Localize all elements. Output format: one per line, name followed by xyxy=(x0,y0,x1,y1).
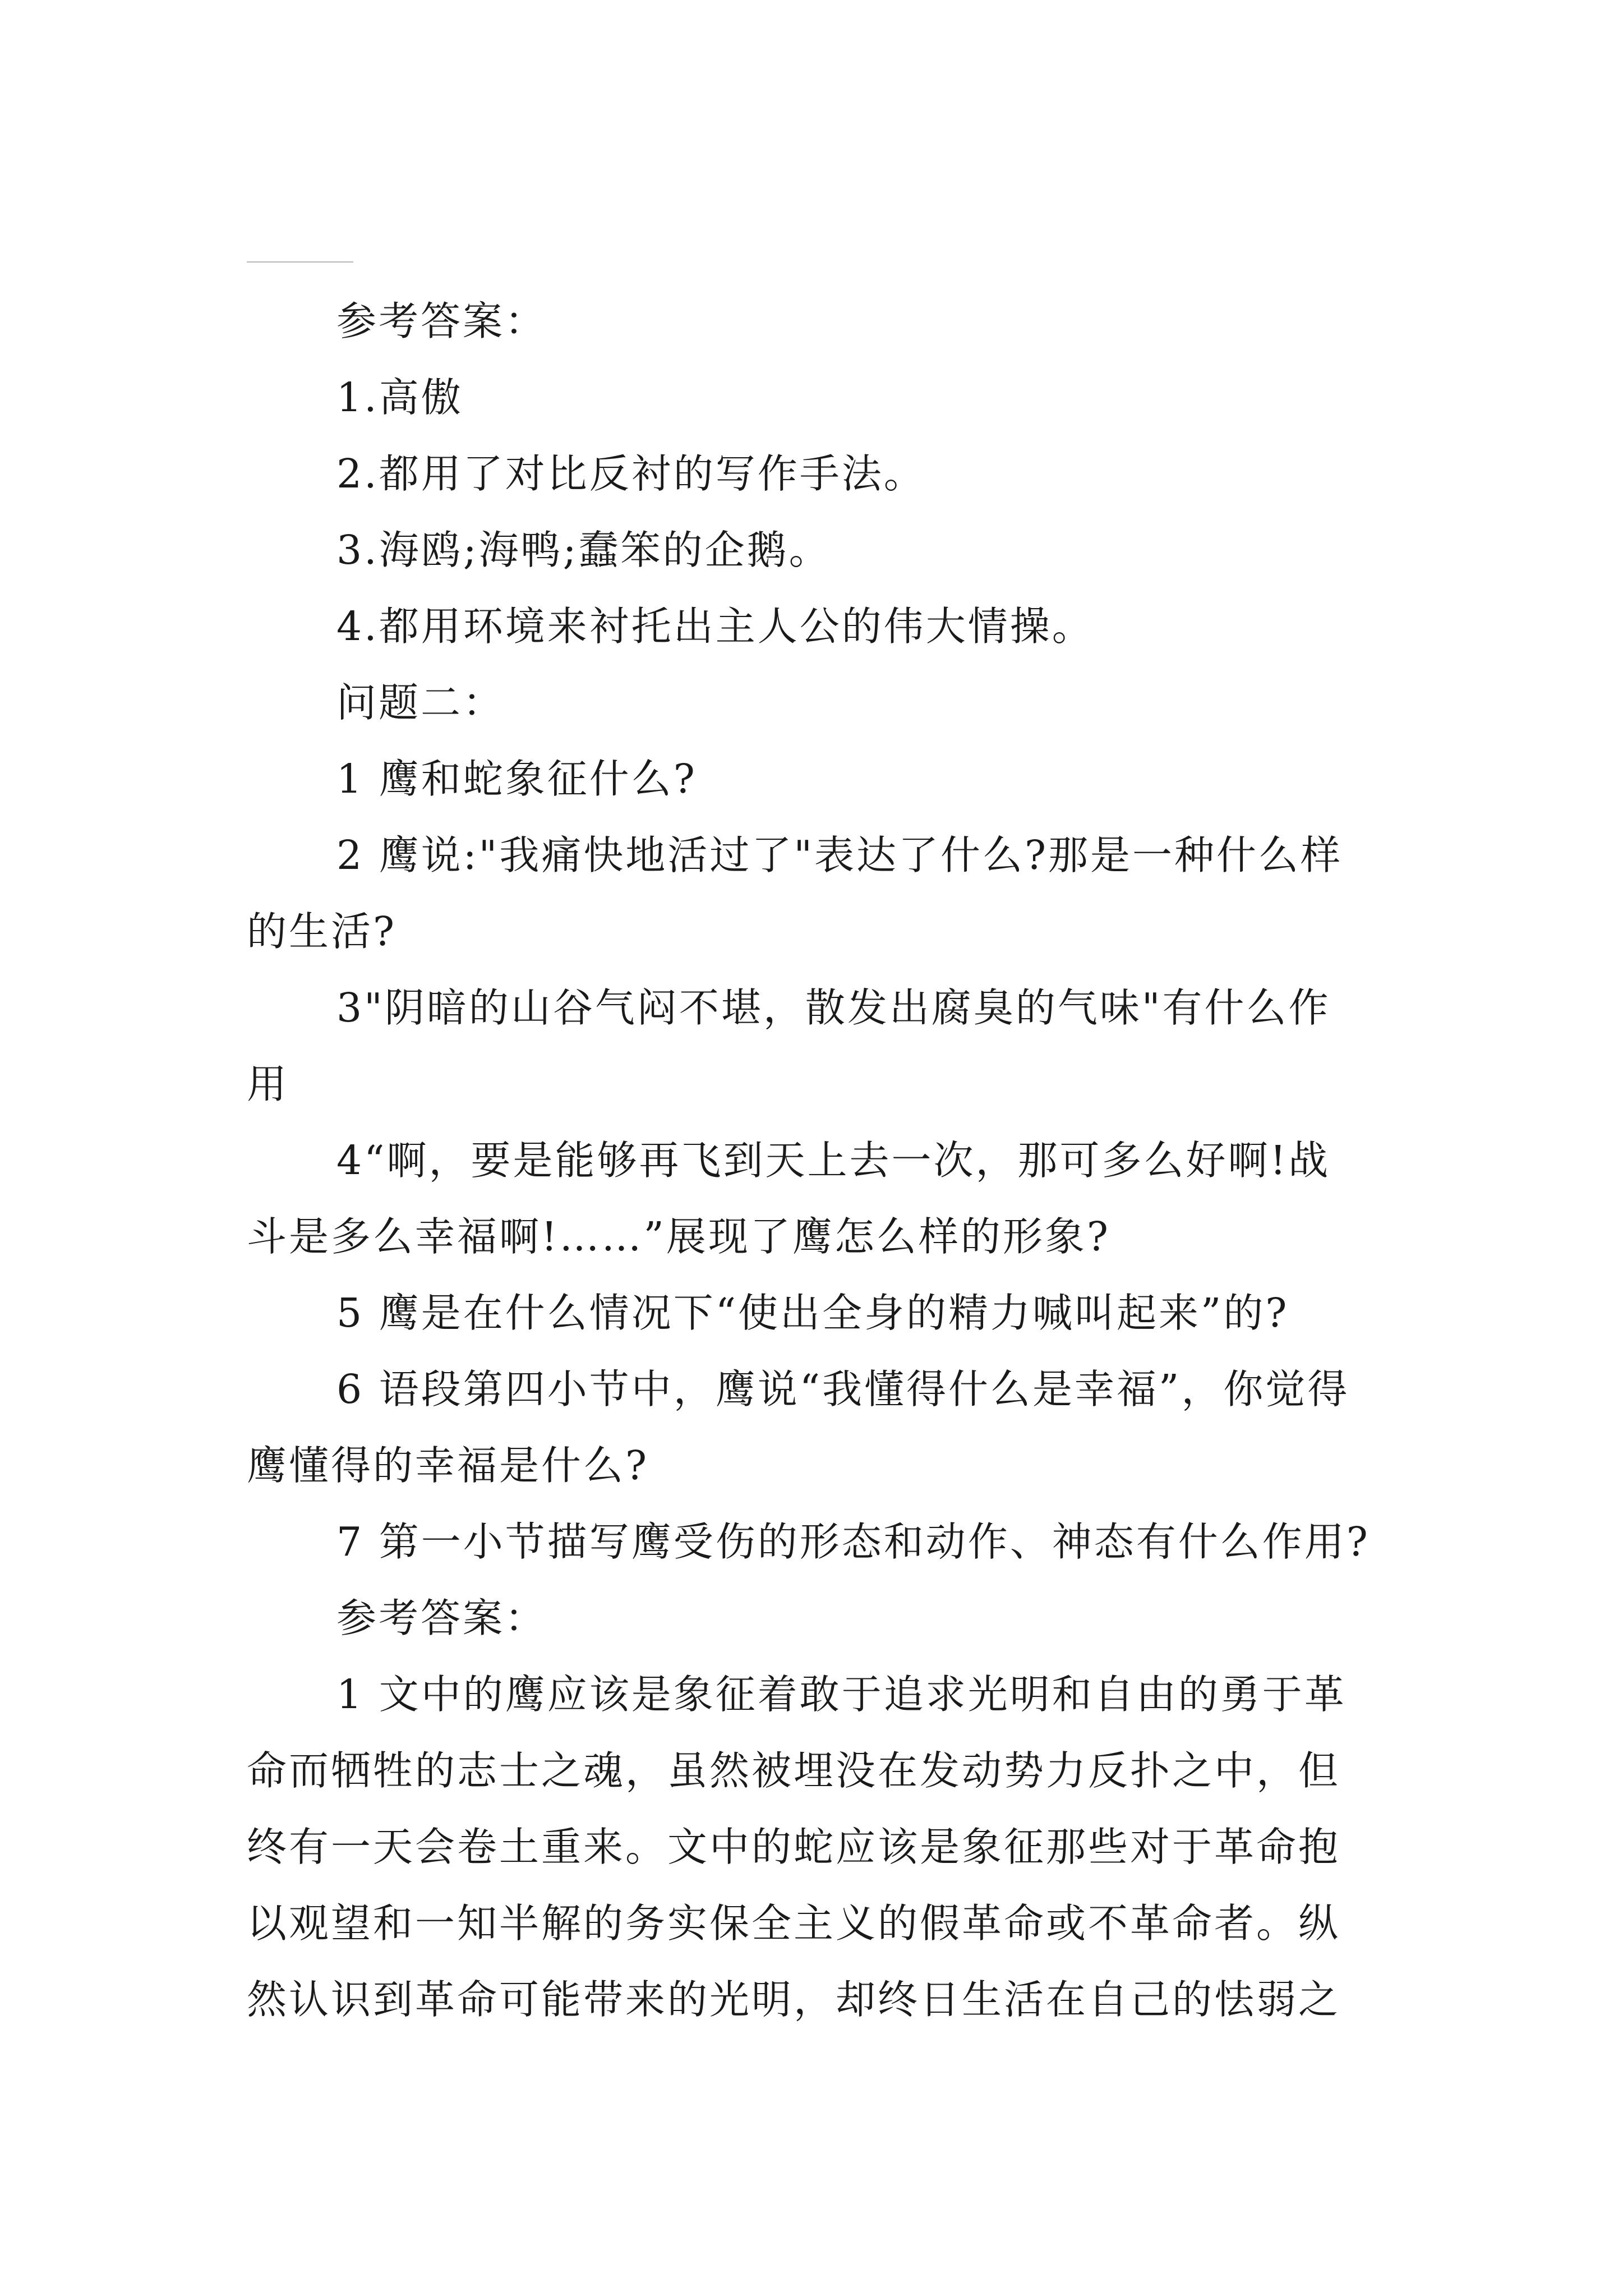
answer-paragraph-line: 终有一天会卷土重来。文中的蛇应该是象征那些对于革命抱 xyxy=(247,1824,1341,1870)
answer-paragraph-line: 然认识到革命可能带来的光明，却终日生活在自己的怯弱之 xyxy=(247,1976,1341,2023)
question-line: 6 语段第四小节中，鹰说“我懂得什么是幸福”，你觉得 xyxy=(336,1366,1350,1412)
question-line: 2 鹰说:"我痛快地活过了"表达了什么?那是一种什么样 xyxy=(336,832,1343,878)
question-line: 3"阴暗的山谷气闷不堪，散发出腐臭的气味"有什么作 xyxy=(336,984,1331,1031)
answer-heading: 参考答案： xyxy=(336,298,547,344)
answer-paragraph-line: 1 文中的鹰应该是象征着敢于追求光明和自由的勇于革 xyxy=(336,1671,1347,1718)
answer-heading: 参考答案： xyxy=(336,1595,547,1641)
document-body xyxy=(247,283,1391,2038)
question-line: 4“啊，要是能够再飞到天上去一次，那可多么好啊!战 xyxy=(336,1137,1331,1184)
question-line: 7 第一小节描写鹰受伤的形态和动作、神态有什么作用? xyxy=(336,1519,1370,1565)
question-line-continued: 用 xyxy=(247,1061,289,1107)
answer-line: 3.海鸥;海鸭;蠢笨的企鹅。 xyxy=(336,527,831,573)
question-line: 1 鹰和蛇象征什么? xyxy=(336,756,697,802)
answer-line: 1.高傲 xyxy=(336,374,463,421)
question-line-continued: 斗是多么幸福啊!……”展现了鹰怎么样的形象? xyxy=(247,1213,1110,1260)
section-heading: 问题二： xyxy=(336,679,505,726)
question-line-continued: 鹰懂得的幸福是什么? xyxy=(247,1442,649,1489)
answer-line: 2.都用了对比反衬的写作手法。 xyxy=(336,450,926,497)
header-rule xyxy=(247,261,353,263)
answer-paragraph-line: 以观望和一知半解的务实保全主义的假革命或不革命者。纵 xyxy=(247,1900,1341,1947)
answer-paragraph-line: 命而牺牲的志士之魂，虽然被埋没在发动势力反扑之中，但 xyxy=(247,1747,1341,1794)
question-line: 5 鹰是在什么情况下“使出全身的精力喊叫起来”的? xyxy=(336,1290,1289,1336)
answer-line: 4.都用环境来衬托出主人公的伟大情操。 xyxy=(336,603,1094,650)
question-line-continued: 的生活? xyxy=(247,908,397,955)
